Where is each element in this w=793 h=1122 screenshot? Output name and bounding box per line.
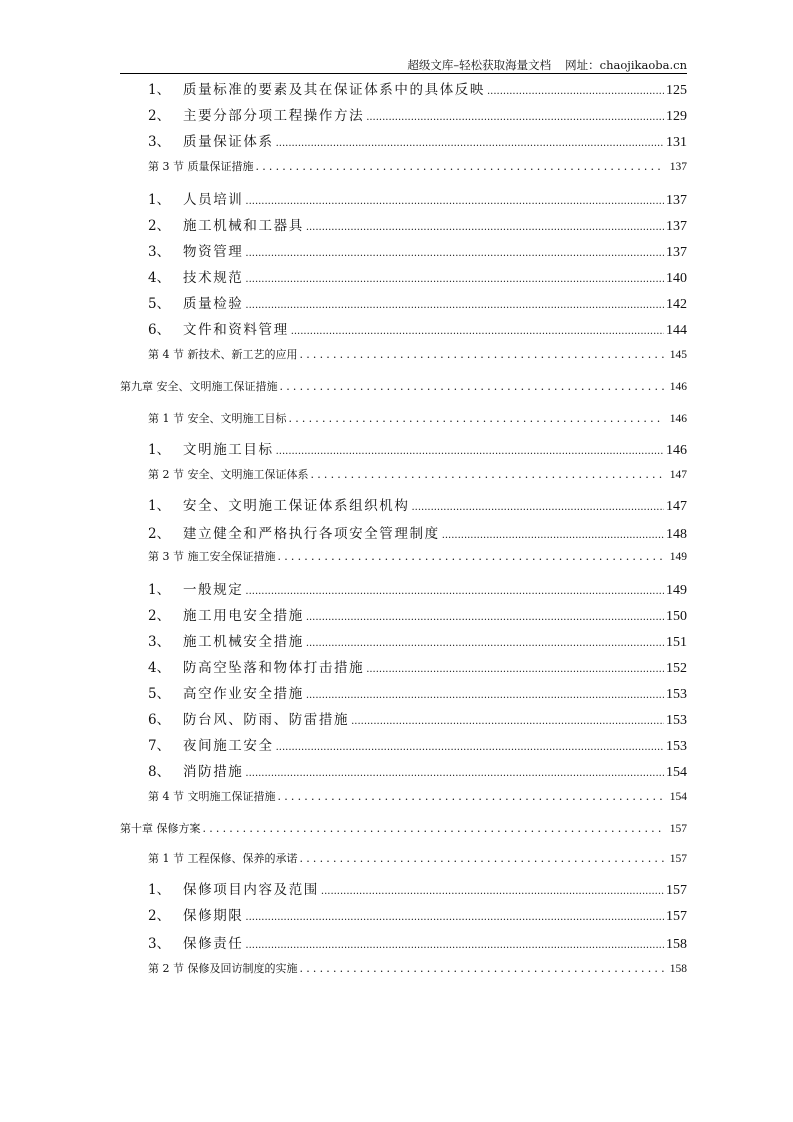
toc-title: 施工机械安全措施 <box>183 634 304 650</box>
toc-leader-dots <box>276 138 664 149</box>
toc-leader-dots <box>256 160 664 173</box>
toc-page-number: 137 <box>666 219 687 234</box>
toc-leader-dots <box>280 380 664 393</box>
toc-title: 第 3 节 施工安全保证措施 <box>148 550 276 563</box>
toc-number: 2、 <box>148 108 171 124</box>
toc-title: 第 1 节 安全、文明施工目标 <box>148 412 287 425</box>
toc-entry-chapter[interactable] <box>120 378 687 396</box>
toc-leader-dots <box>300 852 664 865</box>
toc-page-number: 147 <box>669 469 687 481</box>
toc-page-number: 146 <box>669 381 687 393</box>
toc-title: 文件和资料管理 <box>183 322 289 338</box>
toc-entry-section[interactable] <box>148 548 687 566</box>
toc-number: 1、 <box>148 82 171 98</box>
toc-title: 消防措施 <box>183 764 244 780</box>
toc-number: 6、 <box>148 712 171 728</box>
toc-leader-dots <box>442 530 664 541</box>
header-site: 超级文库–轻松获取海量文档 <box>407 58 552 72</box>
toc-number: 3、 <box>148 936 171 952</box>
toc-number: 2、 <box>148 218 171 234</box>
toc-entry-section[interactable] <box>148 158 687 176</box>
toc-title: 保修项目内容及范围 <box>183 882 319 898</box>
toc-entry-item[interactable] <box>148 734 687 752</box>
toc-page-number: 137 <box>666 193 687 208</box>
toc-leader-dots <box>291 326 664 337</box>
toc-entry-item[interactable] <box>148 188 687 206</box>
toc-leader-dots <box>245 586 664 597</box>
toc-page-number: 150 <box>666 609 687 624</box>
toc-leader-dots <box>289 412 664 425</box>
toc-page-number: 153 <box>666 687 687 702</box>
toc-entry-section[interactable] <box>148 850 687 868</box>
toc-title: 主要分部分项工程操作方法 <box>183 108 365 124</box>
toc-leader-dots <box>311 468 664 481</box>
toc-leader-dots <box>300 962 664 975</box>
toc-entry-item[interactable] <box>148 130 687 148</box>
toc-page-number: 157 <box>669 823 687 835</box>
toc-number: 3、 <box>148 134 171 150</box>
toc-entry-section[interactable] <box>148 960 687 978</box>
toc-page-number: 147 <box>666 499 687 514</box>
toc-entry-section[interactable] <box>148 346 687 364</box>
toc-title: 人员培训 <box>183 192 244 208</box>
toc-title: 第 4 节 文明施工保证措施 <box>148 790 276 803</box>
toc-number: 1、 <box>148 192 171 208</box>
toc-title: 第 3 节 质量保证措施 <box>148 160 254 173</box>
toc-number: 2、 <box>148 908 171 924</box>
header-url: 网址：chaojikaoba.cn <box>565 58 687 72</box>
toc-title: 第 2 节 保修及回访制度的实施 <box>148 962 298 975</box>
toc-entry-item[interactable] <box>148 438 687 456</box>
toc-page-number: 137 <box>669 161 687 173</box>
toc-entry-item[interactable] <box>148 578 687 596</box>
toc-entry-item[interactable] <box>148 522 687 540</box>
toc-leader-dots <box>245 196 664 207</box>
toc-entry-item[interactable] <box>148 932 687 950</box>
toc-number: 5、 <box>148 296 171 312</box>
toc-leader-dots <box>366 664 664 675</box>
toc-leader-dots <box>276 742 664 753</box>
toc-leader-dots <box>203 822 664 835</box>
toc-entry-item[interactable] <box>148 682 687 700</box>
toc-entry-item[interactable] <box>148 878 687 896</box>
toc-page-number: 157 <box>666 883 687 898</box>
toc-number: 5、 <box>148 686 171 702</box>
toc-number: 1、 <box>148 882 171 898</box>
toc-number: 7、 <box>148 738 171 754</box>
toc-title: 第 4 节 新技术、新工艺的应用 <box>148 348 298 361</box>
toc-page-number: 154 <box>666 765 687 780</box>
toc-entry-section[interactable] <box>148 466 687 484</box>
toc-page-number: 148 <box>666 527 687 542</box>
toc-page-number: 157 <box>666 909 687 924</box>
toc-number: 3、 <box>148 244 171 260</box>
toc-title: 保修责任 <box>183 936 244 952</box>
toc-title: 防台风、防雨、防雷措施 <box>183 712 350 728</box>
toc-page-number: 146 <box>669 413 687 425</box>
toc-entry-item[interactable] <box>148 104 687 122</box>
toc-leader-dots <box>276 446 664 457</box>
toc-entry-section[interactable] <box>148 410 687 428</box>
toc-entry-chapter[interactable] <box>120 820 687 838</box>
toc-leader-dots <box>245 248 664 259</box>
toc-number: 1、 <box>148 582 171 598</box>
toc-leader-dots <box>278 790 664 803</box>
toc-title: 第 1 节 工程保修、保养的承诺 <box>148 852 298 865</box>
toc-entry-item[interactable] <box>148 494 687 512</box>
toc-number: 3、 <box>148 634 171 650</box>
toc-title: 质量标准的要素及其在保证体系中的具体反映 <box>183 82 485 98</box>
toc-entry-item[interactable] <box>148 630 687 648</box>
toc-page-number: 149 <box>669 551 687 563</box>
toc-number: 1、 <box>148 442 171 458</box>
toc-page-number: 154 <box>669 791 687 803</box>
toc-entry-section[interactable] <box>148 788 687 806</box>
toc-entry-item[interactable] <box>148 240 687 258</box>
toc-entry-item[interactable] <box>148 318 687 336</box>
toc-page-number: 145 <box>669 349 687 361</box>
toc-leader-dots <box>487 86 664 97</box>
toc-leader-dots <box>245 940 664 951</box>
toc-title: 质量检验 <box>183 296 244 312</box>
toc-page-number: 137 <box>666 245 687 260</box>
toc-leader-dots <box>306 638 664 649</box>
toc-page-number: 152 <box>666 661 687 676</box>
toc-title: 防高空坠落和物体打击措施 <box>183 660 365 676</box>
toc-leader-dots <box>306 690 664 701</box>
toc-number: 1、 <box>148 498 171 514</box>
toc-number: 2、 <box>148 526 171 542</box>
toc-page-number: 153 <box>666 713 687 728</box>
toc-number: 4、 <box>148 660 171 676</box>
toc-leader-dots <box>351 716 664 727</box>
toc-entry-item[interactable] <box>148 604 687 622</box>
toc-page-number: 158 <box>669 963 687 975</box>
toc-page-number: 129 <box>666 109 687 124</box>
toc-leader-dots <box>245 768 664 779</box>
toc-page-number: 142 <box>666 297 687 312</box>
toc-number: 6、 <box>148 322 171 338</box>
toc-page-number: 146 <box>666 443 687 458</box>
toc-leader-dots <box>278 550 664 563</box>
toc-entry-item[interactable] <box>148 78 687 96</box>
toc-title: 施工机械和工器具 <box>183 218 304 234</box>
toc-title: 一般规定 <box>183 582 244 598</box>
toc-entry-item[interactable] <box>148 214 687 232</box>
toc-leader-dots <box>306 612 664 623</box>
toc-page-number: 125 <box>666 83 687 98</box>
toc-leader-dots <box>412 502 665 513</box>
toc-page-number: 157 <box>669 853 687 865</box>
toc-title: 夜间施工安全 <box>183 738 274 754</box>
toc-title: 质量保证体系 <box>183 134 274 150</box>
toc-title: 高空作业安全措施 <box>183 686 304 702</box>
toc-title: 安全、文明施工保证体系组织机构 <box>183 498 410 514</box>
toc-title: 第 2 节 安全、文明施工保证体系 <box>148 468 309 481</box>
toc-number: 2、 <box>148 608 171 624</box>
toc-leader-dots <box>366 112 664 123</box>
toc-leader-dots <box>300 348 664 361</box>
toc-page-number: 151 <box>666 635 687 650</box>
header-rule <box>120 73 687 74</box>
toc-number: 8、 <box>148 764 171 780</box>
toc-page-number: 158 <box>666 937 687 952</box>
toc-page-number: 153 <box>666 739 687 754</box>
toc-leader-dots <box>245 912 664 923</box>
toc-page-number: 140 <box>666 271 687 286</box>
toc-page-number: 144 <box>666 323 687 338</box>
toc-title: 施工用电安全措施 <box>183 608 304 624</box>
toc-title: 第九章 安全、文明施工保证措施 <box>120 380 278 393</box>
toc-page-number: 131 <box>666 135 687 150</box>
toc-entry-item[interactable] <box>148 708 687 726</box>
toc-title: 技术规范 <box>183 270 244 286</box>
toc-entry-item[interactable] <box>148 760 687 778</box>
toc-title: 文明施工目标 <box>183 442 274 458</box>
toc-leader-dots <box>306 222 664 233</box>
toc-leader-dots <box>245 300 664 311</box>
toc-entry-item[interactable] <box>148 904 687 922</box>
toc-entry-item[interactable] <box>148 266 687 284</box>
toc-entry-item[interactable] <box>148 656 687 674</box>
toc-number: 4、 <box>148 270 171 286</box>
toc-title: 保修期限 <box>183 908 244 924</box>
toc-title: 建立健全和严格执行各项安全管理制度 <box>183 526 440 542</box>
page-header <box>393 57 687 73</box>
toc-entry-item[interactable] <box>148 292 687 310</box>
toc-page-number: 149 <box>666 583 687 598</box>
toc-leader-dots <box>245 274 664 285</box>
toc-title: 第十章 保修方案 <box>120 822 201 835</box>
toc-title: 物资管理 <box>183 244 244 260</box>
toc-leader-dots <box>321 886 664 897</box>
